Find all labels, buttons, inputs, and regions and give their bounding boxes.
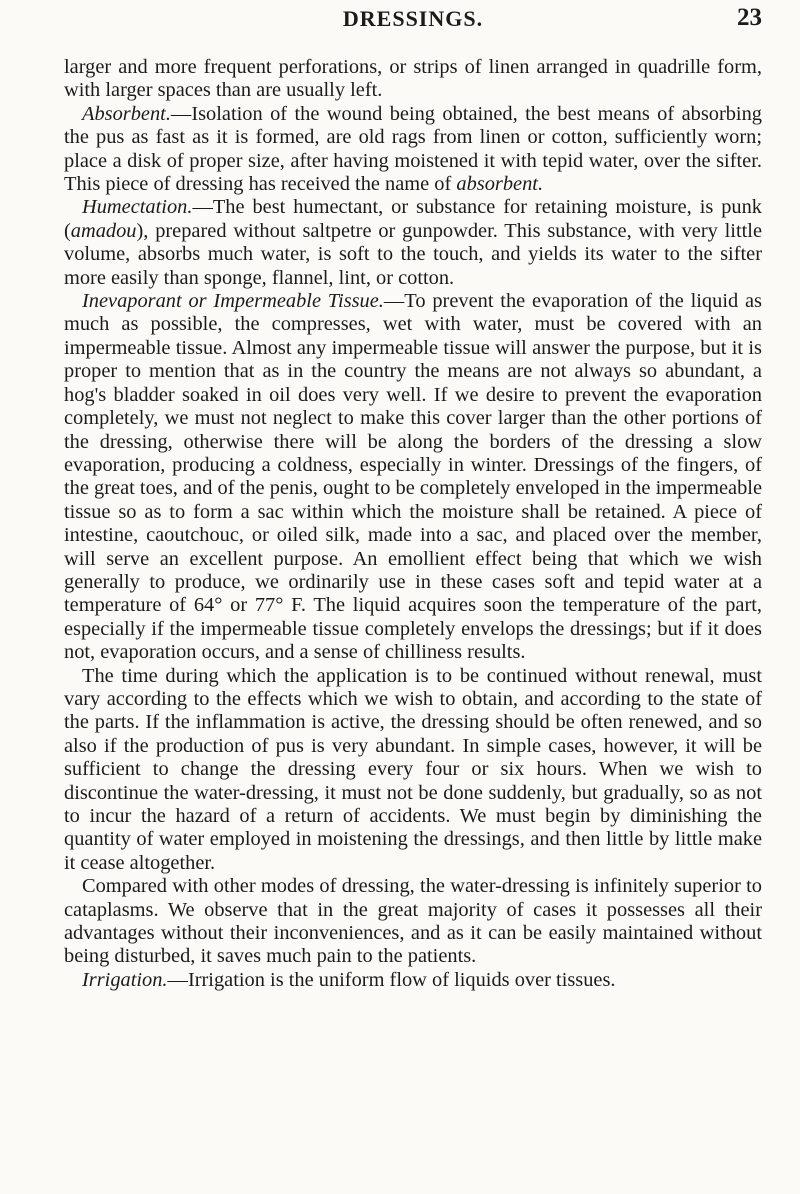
section-heading-irrigation: Irrigation. bbox=[82, 968, 168, 991]
paragraph-text: —Isolation of the wound being obtained, the best means of absorbing the pus as fast as it is formed, are old rags from linen or cotton, sufficiently worn; place a disk of proper size, after having moistened it with tepid water, over the sifter. This piece of dressing has received the name of bbox=[64, 102, 762, 196]
paragraph-text: The time during which the application is to be continued without renewal, must vary according to the effects which we wish to obtain, and according to the state of the parts. If the inflammation is active, the dressing should be often renewed, and so also if the production of pus is very abundant. In simple cases, however, it will be sufficient to change the dressing every four or six hours. When we wish to discontinue the water-dressing, it must not be done suddenly, but gradually, so as not to incur the hazard of a return of accidents. We must begin by diminishing the quantity of water employed in moistening the dressings, and then little by little make it cease altogether. bbox=[64, 664, 762, 874]
paragraph-irrigation bbox=[64, 969, 762, 992]
body-text bbox=[64, 56, 762, 992]
section-heading-humectation: Humectation. bbox=[82, 196, 193, 219]
running-head bbox=[64, 0, 762, 56]
paragraph-duration bbox=[64, 665, 762, 876]
running-title: DRESSINGS. bbox=[342, 6, 484, 31]
paragraph-text: —To prevent the evaporation of the liquid as much as possible, the compresses, wet with water, must be covered with an impermeable tissue. Almost any impermeable tissue will answer the purpose, but it is proper to mention that as in the country the means are not always so abundant, a hog's bladder soaked in oil does very well. If we desire to prevent the evaporation completely, we must not neglect to make this cover larger than the other portions of the dressing, otherwise there will be along the borders of the dressing a slow evaporation, producing a coldness, especially in winter. Dressings of the fingers, of the great toes, and of the penis, ought to be completely enveloped in the impermeable tissue so as to form a sac within which the moisture shall be retained. A piece of intestine, caoutchouc, or oiled silk, made into a sac, and placed over the member, will serve an excellent purpose. An emollient effect being that which we wish generally to produce, we ordinarily use in these cases soft and tepid water at a temperature of 64° or 77° F. The liquid acquires soon the temperature of the part, especially if the impermeable tissue completely envelops the dressings; but if it does not, evaporation occurs, and a sense of chilliness results. bbox=[64, 290, 762, 664]
emphasis-term: amadou bbox=[70, 219, 137, 242]
paragraph-text: —The best humectant, or substance for retaining moisture, is punk ( bbox=[64, 196, 762, 242]
paragraph-humectation bbox=[64, 196, 762, 290]
page-number: 23 bbox=[737, 4, 762, 31]
section-heading-absorbent: Absorbent. bbox=[82, 102, 171, 125]
paragraph-absorbent bbox=[64, 103, 762, 197]
emphasis-term: absorbent. bbox=[456, 173, 544, 196]
paragraph-text: —Irrigation is the uniform flow of liquids over tissues. bbox=[167, 968, 616, 991]
paragraph-comparison bbox=[64, 875, 762, 969]
section-heading-inevaporant: Inevaporant or Impermeable Tissue. bbox=[82, 290, 384, 313]
paragraph-continuation bbox=[64, 56, 762, 103]
paragraph-text: ), prepared without saltpetre or gunpowder. This substance, with very little volume, absorbs much water, is soft to the touch, and yields its water to the sifter more easily than sponge, flannel, lint, or cotton. bbox=[64, 219, 762, 289]
paragraph-inevaporant bbox=[64, 290, 762, 665]
paragraph-text: Compared with other modes of dressing, the water-dressing is infinitely superior to cataplasms. We observe that in the great majority of cases it possesses all their advantages without their inconveniences, and as it can be easily maintained without being disturbed, it saves much pain to the patients. bbox=[64, 875, 762, 968]
paragraph-text: larger and more frequent perforations, or strips of linen arranged in quadrille form, with larger spaces than are usually left. bbox=[64, 56, 762, 102]
